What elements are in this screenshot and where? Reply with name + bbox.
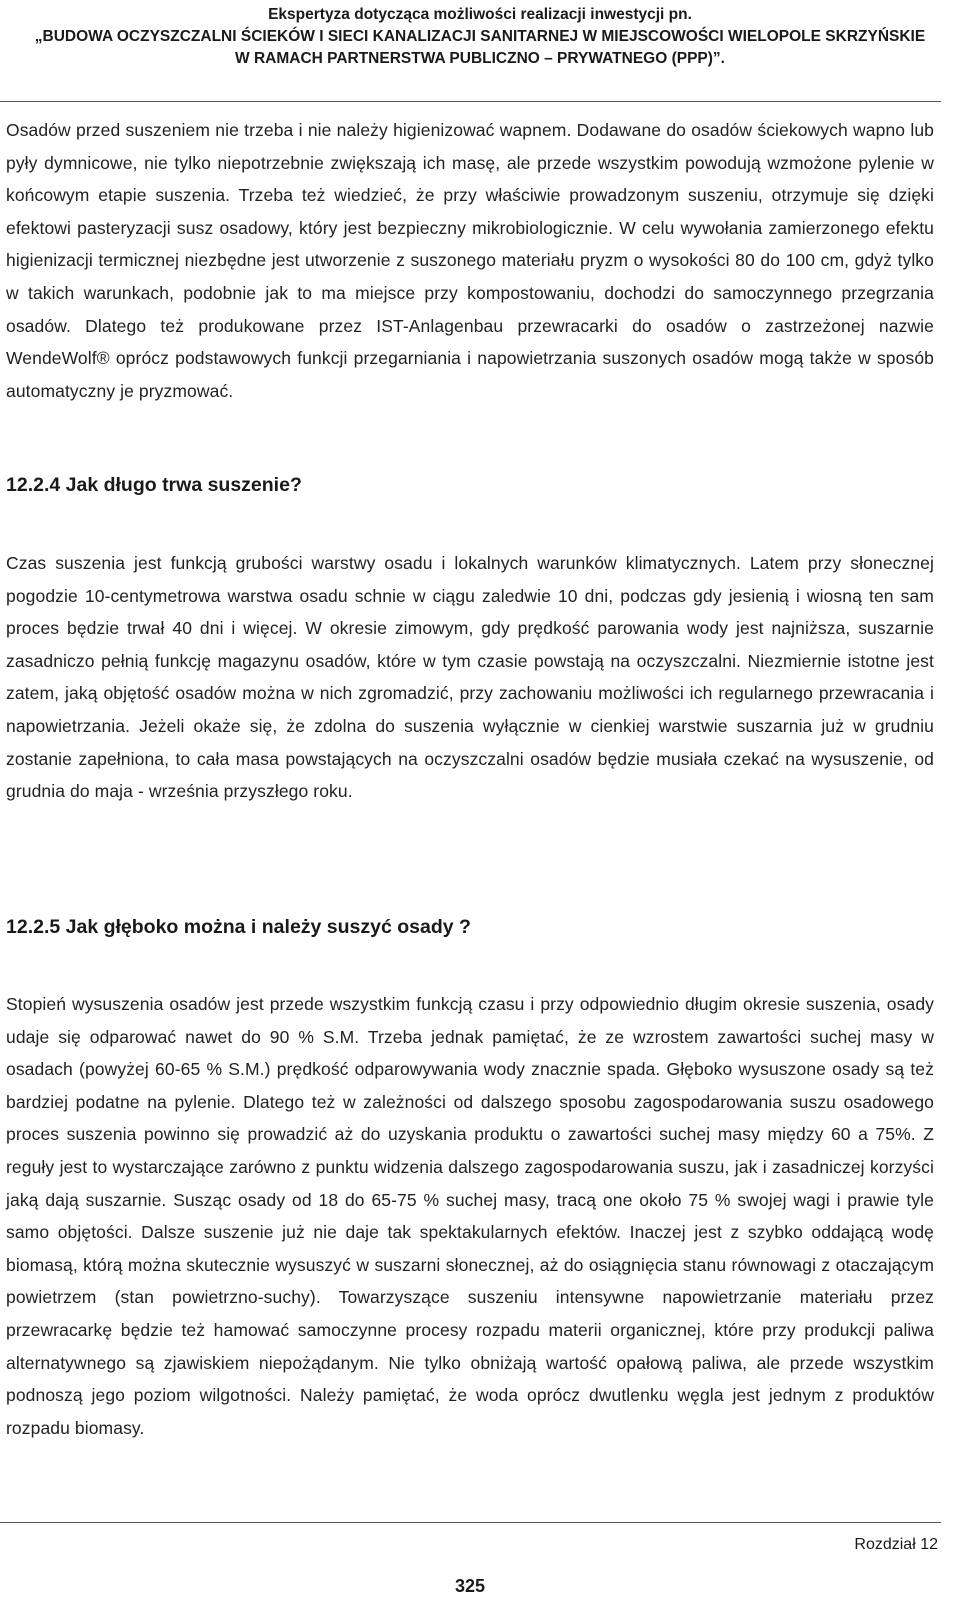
header-line-3: W RAMACH PARTNERSTWA PUBLICZNO – PRYWATNEGO (PPP)”. — [235, 50, 725, 67]
page-number: 325 — [454, 1576, 486, 1596]
document-header — [0, 0, 960, 70]
header-line-2: „BUDOWA OCZYSZCZALNI ŚCIEKÓW I SIECI KANALIZACJI SANITARNEJ W MIEJSCOWOŚCI WIELOPOLE SKRZYŃSKIE — [34, 28, 926, 45]
paragraph-hygienization: Osadów przed suszeniem nie trzeba i nie należy higienizować wapnem. Dodawane do osadów ściekowych wapno lub pyły dymnicowe, nie tylko niepotrzebnie zwiększają ich masę, ale przede wszystkim powodują wzmożone pylenie w końcowym etapie suszenia. Trzeba też wiedzieć, że przy właściwie prowadzonym suszeniu, otrzymuje się dzięki efektowi pasteryzacji susz osadowy, który jest bezpieczny mikrobiologicznie. W celu wywołania zamierzonego efektu higienizacji termicznej niezbędne jest utworzenie z suszonego materiału pryzm o wysokości 80 do 100 cm, gdyż tylko w takich warunkach, podobnie jak to ma miejsce przy kompostowaniu, dochodzi do samoczynnego przegrzania osadów. Dlatego też produkowane przez IST-Anlagenbau przewracarki do osadów o zastrzeżonej nazwie WendeWolf® oprócz podstawowych funkcji przegarniania i napowietrzania suszonych osadów mogą także w sposób automatyczny je pryzmować. — [6, 120, 934, 401]
paragraph-drying-depth: Stopień wysuszenia osadów jest przede wszystkim funkcją czasu i przy odpowiednio długim okresie suszenia, osady udaje się odparować nawet do 90 % S.M. Trzeba jednak pamiętać, że ze wzrostem zawartości suchej masy w osadach (powyżej 60-65 % S.M.) prędkość odparowywania wody znacznie spada. Głęboko wysuszone osady są też bardziej podatne na pylenie. Dlatego też w zależności od dalszego sposobu zagospodarowania suszu osadowego proces suszenia powinno się prowadzić aż do uzyskania produktu o zawartości suchej masy między 60 a 75%. Z reguły jest to wystarczające zarówno z punktu widzenia dalszego zagospodarowania suszu, jak i zasadniczej korzyści jaką dają suszarnie. Susząc osady od 18 do 65-75 % suchej masy, tracą one około 75 % swojej wagi i prawie tyle samo objętości. Dalsze suszenie już nie daje tak spektakularnych efektów. Inaczej jest z szybko oddającą wodę biomasą, którą można skutecznie wysuszyć w suszarni słonecznej, aż do osiągnięcia stanu równowagi z otaczającym powietrzem (stan powietrzno-suchy). Towarzyszące suszeniu intensywne napowietrzanie materiału przez przewracarkę będzie też hamować samoczynne procesy rozpadu materii organicznej, które przy produkcji paliwa alternatywnego są zjawiskiem niepożądanym. Nie tylko obniżają wartość opałową paliwa, ale przede wszystkim podnoszą jego poziom wilgotności. Należy pamiętać, że woda oprócz dwutlenku węgla jest jednym z produktów rozpadu biomasy. — [6, 994, 934, 1438]
section-heading-drying-depth: 12.2.5 Jak głęboko można i należy suszyć osady ? — [6, 916, 471, 938]
section-heading-drying-time: 12.2.4 Jak długo trwa suszenie? — [6, 474, 302, 496]
footer-divider — [0, 1522, 941, 1523]
header-line-1: Ekspertyza dotycząca możliwości realizacji inwestycji pn. — [268, 6, 692, 23]
paragraph-drying-time: Czas suszenia jest funkcją grubości warstwy osadu i lokalnych warunków klimatycznych. Latem przy słonecznej pogodzie 10-centymetrowa warstwa osadu schnie w ciągu zaledwie 10 dni, podczas gdy jesienią i wiosną ten sam proces będzie trwał 40 dni i więcej. W okresie zimowym, gdy prędkość parowania wody jest najniższa, suszarnie zasadniczo pełnią funkcję magazynu osadów, które w tym czasie powstają na oczyszczalni. Niezmiernie istotne jest zatem, jaką objętość osadów można w nich zgromadzić, przy zachowaniu możliwości ich regularnego przewracania i napowietrzania. Jeżeli okaże się, że zdolna do suszenia wyłącznie w cienkiej warstwie suszarnia już w grudniu zostanie zapełniona, to cała masa powstających na oczyszczalni osadów będzie musiała czekać na wysuszenie, od grudnia do maja - września przyszłego roku. — [6, 553, 934, 802]
header-divider — [0, 101, 941, 102]
chapter-label: Rozdział 12 — [854, 1536, 938, 1553]
